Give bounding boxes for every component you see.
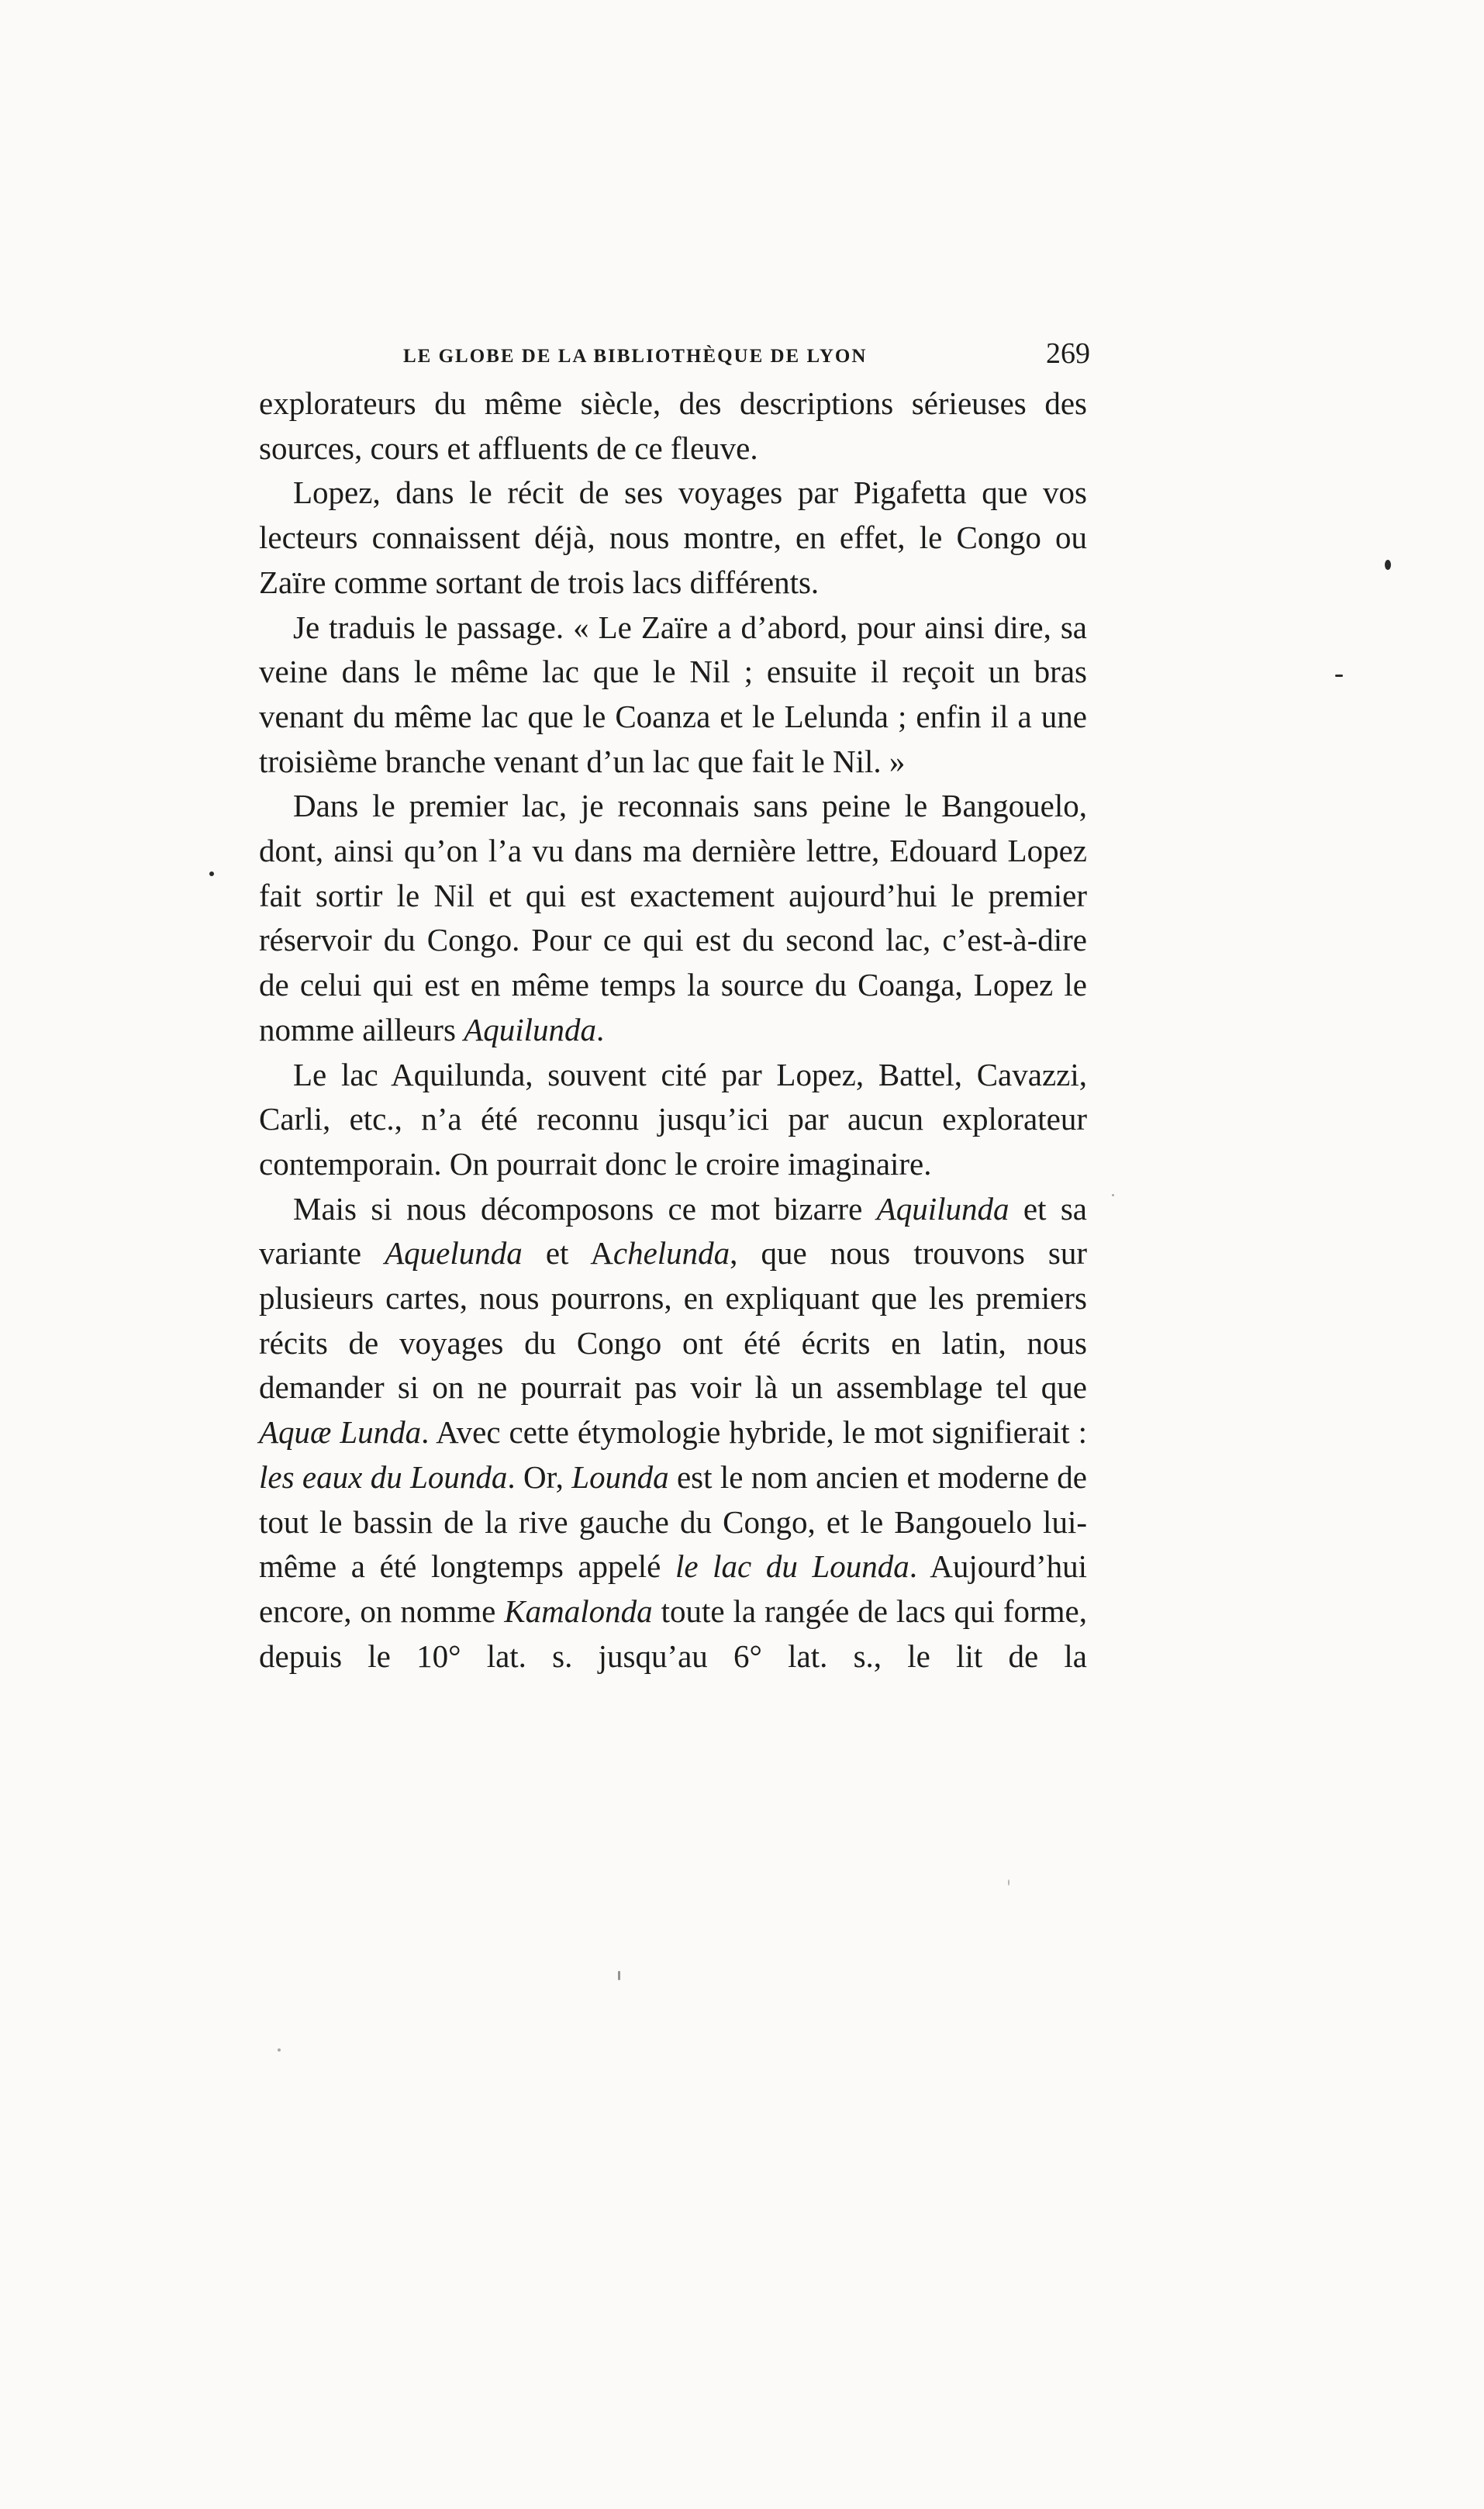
italic-run: Kamalonda xyxy=(504,1593,653,1629)
text-run: . Aujourd’hui encore, on nomme xyxy=(259,1548,1087,1629)
text-run: est le nom ancien et moderne de tout le bassin de la rive gauche du Congo, et le Bangouelo lui-même a été longtemps appelé xyxy=(259,1458,1087,1585)
running-title: LE GLOBE DE LA BIBLIOTHÈQUE DE LYON xyxy=(403,346,868,367)
ink-speck xyxy=(618,1971,620,1980)
paragraph xyxy=(259,381,1087,471)
italic-run: Aquilunda xyxy=(464,1011,596,1047)
ink-speck xyxy=(1008,1879,1009,1886)
italic-run: Aquilunda xyxy=(876,1190,1009,1227)
ink-speck xyxy=(209,871,214,876)
text-run: , que nous trouvons sur plusieurs cartes, nous pourrons, en expliquant que les premiers récits de voyages du Congo ont été écrits en latin, nous demander si on ne pourrait pas voir là un assemblage tel que xyxy=(259,1235,1088,1406)
italic-run: les eaux du Lounda xyxy=(259,1458,508,1495)
running-head xyxy=(256,336,1090,383)
text-run: et A xyxy=(522,1235,613,1272)
paragraph xyxy=(259,784,1087,1052)
text-run: Lopez, dans le récit de ses voyages par Pigafetta que vos lecteurs connaissent déjà, nous montre, en effet, le Congo ou Zaïre comme sortant de trois lacs différents. xyxy=(259,475,1087,600)
italic-run: Aquæ Lunda xyxy=(259,1414,422,1451)
text-run: . Or, xyxy=(507,1458,572,1495)
text-run: toute la rangée de lacs qui forme, depuis le 10° lat. s. jusqu’au 6° lat. s., le lit de la xyxy=(259,1593,1087,1674)
ink-speck xyxy=(1335,675,1343,677)
text-run: Dans le premier lac, je reconnais sans peine le Bangouelo, dont, ainsi qu’on l’a vu dans ma dernière lettre, Edouard Lopez fait sortir le Nil et qui est exactement aujourd’hui le premier réservoir du Congo. Pour ce qui est du second lac, c’est-à-dire de celui qui est en même temps la source du Coanga, Lopez le nomme ailleurs xyxy=(259,788,1087,1047)
body-text xyxy=(259,381,1087,1679)
italic-run: chelunda xyxy=(613,1235,730,1272)
italic-run: Aquelunda xyxy=(385,1235,523,1272)
text-run: Le lac Aquilunda, souvent cité par Lopez, Battel, Cavazzi, Carli, etc., n’a été reconnu jusqu’ici par aucun explorateur contemporain. On pourrait donc le croire imaginaire. xyxy=(259,1056,1087,1182)
page-number: 269 xyxy=(1046,337,1090,370)
italic-run: Lounda xyxy=(571,1458,669,1495)
text-run: . xyxy=(596,1011,605,1047)
paragraph xyxy=(259,471,1087,605)
ink-speck xyxy=(1385,560,1391,570)
text-run: explorateurs du même siècle, des descriptions sérieuses des sources, cours et affluents de ce fleuve. xyxy=(259,385,1087,466)
ink-speck xyxy=(1112,1194,1114,1196)
text-run: Mais si nous décomposons ce mot bizarre xyxy=(293,1190,877,1227)
italic-run: le lac du Lounda xyxy=(675,1548,909,1585)
text-run: et sa variante xyxy=(259,1190,1087,1272)
paragraph xyxy=(259,1187,1087,1679)
text-run: . Avec cette étymologie hybride, le mot signifierait : xyxy=(421,1414,1087,1451)
paragraph xyxy=(259,1053,1087,1187)
paragraph xyxy=(259,606,1087,785)
ink-speck xyxy=(278,2048,281,2052)
text-run: Je traduis le passage. « Le Zaïre a d’abord, pour ainsi dire, sa veine dans le même lac que le Nil ; ensuite il reçoit un bras venant du même lac que le Coanza et le Lelunda ; enfin il a une troisième branche venant d’un lac que fait le Nil. » xyxy=(259,609,1087,779)
